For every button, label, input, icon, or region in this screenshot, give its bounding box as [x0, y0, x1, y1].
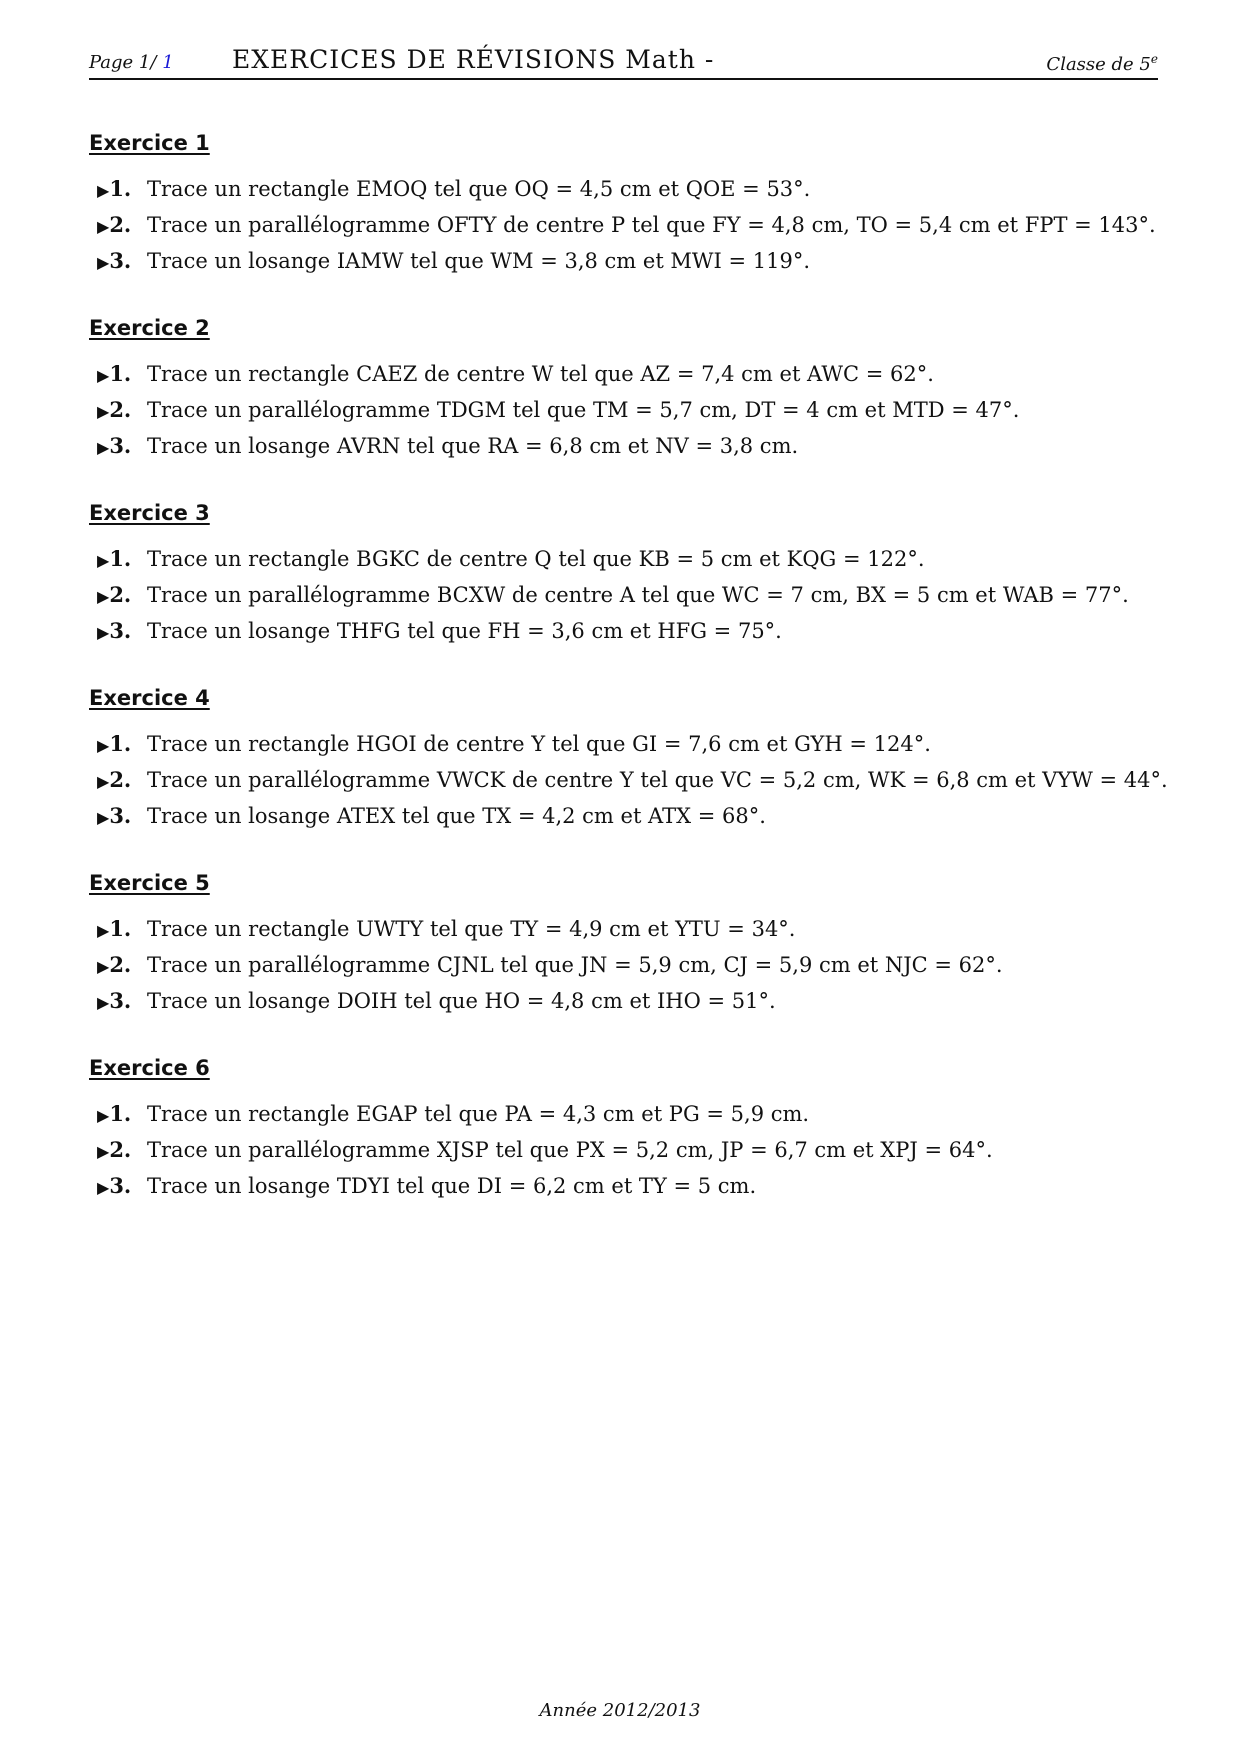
item-marker: [89, 911, 147, 949]
item-marker: [89, 428, 147, 466]
exercise-6: [89, 1053, 1189, 1204]
item-number: 2.: [109, 952, 132, 977]
exercise-title: Exercice 4: [89, 686, 210, 710]
exercise-item: [89, 1096, 1189, 1132]
item-marker: [89, 762, 147, 800]
exercise-item: [89, 911, 1189, 947]
item-marker: [89, 1168, 147, 1206]
document-title: EXERCICES DE RÉVISIONS Math -: [232, 45, 715, 74]
exercise-2: [89, 313, 1189, 464]
exercise-item: [89, 1168, 1189, 1204]
exercise-title: Exercice 3: [89, 501, 210, 525]
item-number: 3.: [109, 618, 132, 643]
triangle-bullet-icon: ▶: [97, 438, 110, 457]
item-number: 2.: [109, 397, 132, 422]
item-marker: [89, 541, 147, 579]
exercise-item: [89, 207, 1189, 243]
item-number: 3.: [109, 1173, 132, 1198]
item-text: Trace un parallélogramme XJSP tel que PX = 5,2 cm, JP = 6,7 cm et XPJ = 64°.: [147, 1138, 993, 1162]
exercise-item: [89, 392, 1189, 428]
exercise-item: [89, 613, 1189, 649]
item-text: Trace un losange DOIH tel que HO = 4,8 cm et IHO = 51°.: [147, 989, 776, 1013]
triangle-bullet-icon: ▶: [97, 921, 110, 940]
item-number: 1.: [109, 361, 132, 386]
item-text: Trace un rectangle UWTY tel que TY = 4,9 cm et YTU = 34°.: [147, 917, 796, 941]
triangle-bullet-icon: ▶: [97, 181, 110, 200]
exercise-item: [89, 356, 1189, 392]
item-marker: [89, 577, 147, 615]
exercise-title: Exercice 5: [89, 871, 210, 895]
item-marker: [89, 243, 147, 281]
exercise-item: [89, 243, 1189, 279]
exercise-4: [89, 683, 1189, 834]
item-number: 2.: [109, 582, 132, 607]
item-number: 2.: [109, 767, 132, 792]
item-text: Trace un losange AVRN tel que RA = 6,8 cm et NV = 3,8 cm.: [147, 434, 799, 458]
class-label-text: Classe de 5: [1046, 54, 1151, 75]
exercise-title: Exercice 1: [89, 131, 210, 155]
item-number: 1.: [109, 546, 132, 571]
item-number: 1.: [109, 916, 132, 941]
exercise-5: [89, 868, 1189, 1019]
triangle-bullet-icon: ▶: [97, 993, 110, 1012]
page-total-link[interactable]: 1: [162, 52, 174, 73]
item-number: 3.: [109, 803, 132, 828]
item-marker: [89, 207, 147, 245]
triangle-bullet-icon: ▶: [97, 551, 110, 570]
triangle-bullet-icon: ▶: [97, 1178, 110, 1197]
item-number: 1.: [109, 176, 132, 201]
item-text: Trace un losange THFG tel que FH = 3,6 cm et HFG = 75°.: [147, 619, 782, 643]
page-footer: Année 2012/2013: [539, 1700, 701, 1721]
triangle-bullet-icon: ▶: [97, 808, 110, 827]
triangle-bullet-icon: ▶: [97, 772, 110, 791]
item-text: Trace un losange TDYI tel que DI = 6,2 cm et TY = 5 cm.: [147, 1174, 757, 1198]
triangle-bullet-icon: ▶: [97, 957, 110, 976]
item-text: Trace un parallélogramme CJNL tel que JN = 5,9 cm, CJ = 5,9 cm et NJC = 62°.: [147, 953, 1003, 977]
item-marker: [89, 171, 147, 209]
class-label-sup: e: [1150, 52, 1158, 66]
item-text: Trace un rectangle HGOI de centre Y tel que GI = 7,6 cm et GYH = 124°.: [147, 732, 931, 756]
exercise-item: [89, 577, 1189, 613]
exercise-item: [89, 947, 1189, 983]
exercise-title: Exercice 2: [89, 316, 210, 340]
item-marker: [89, 1132, 147, 1170]
triangle-bullet-icon: ▶: [97, 402, 110, 421]
triangle-bullet-icon: ▶: [97, 366, 110, 385]
item-text: Trace un parallélogramme VWCK de centre Y tel que VC = 5,2 cm, WK = 6,8 cm et VYW = 44°.: [147, 768, 1168, 792]
item-text: Trace un parallélogramme BCXW de centre A tel que WC = 7 cm, BX = 5 cm et WAB = 77°.: [147, 583, 1129, 607]
page-header: [89, 38, 1158, 80]
triangle-bullet-icon: ▶: [97, 253, 110, 272]
page-label: Page 1/: [89, 52, 157, 73]
item-text: Trace un rectangle EGAP tel que PA = 4,3 cm et PG = 5,9 cm.: [147, 1102, 810, 1126]
triangle-bullet-icon: ▶: [97, 623, 110, 642]
item-marker: [89, 947, 147, 985]
item-number: 3.: [109, 988, 132, 1013]
exercise-1: [89, 128, 1189, 279]
item-text: Trace un losange IAMW tel que WM = 3,8 cm et MWI = 119°.: [147, 249, 811, 273]
triangle-bullet-icon: ▶: [97, 1106, 110, 1125]
item-text: Trace un rectangle BGKC de centre Q tel que KB = 5 cm et KQG = 122°.: [147, 547, 925, 571]
item-marker: [89, 613, 147, 651]
item-marker: [89, 1096, 147, 1134]
exercise-item: [89, 798, 1189, 834]
page-indicator: [89, 52, 174, 73]
triangle-bullet-icon: ▶: [97, 587, 110, 606]
item-number: 1.: [109, 1101, 132, 1126]
class-label: [1046, 52, 1158, 75]
item-number: 3.: [109, 248, 132, 273]
triangle-bullet-icon: ▶: [97, 1142, 110, 1161]
exercise-item: [89, 1132, 1189, 1168]
exercise-title: Exercice 6: [89, 1056, 210, 1080]
item-marker: [89, 798, 147, 836]
item-number: 2.: [109, 1137, 132, 1162]
item-marker: [89, 726, 147, 764]
item-number: 3.: [109, 433, 132, 458]
item-text: Trace un parallélogramme OFTY de centre P tel que FY = 4,8 cm, TO = 5,4 cm et FPT = 143°.: [147, 213, 1156, 237]
exercise-item: [89, 983, 1189, 1019]
item-number: 2.: [109, 212, 132, 237]
item-text: Trace un losange ATEX tel que TX = 4,2 cm et ATX = 68°.: [147, 804, 766, 828]
item-text: Trace un rectangle CAEZ de centre W tel que AZ = 7,4 cm et AWC = 62°.: [147, 362, 934, 386]
exercise-item: [89, 726, 1189, 762]
exercise-3: [89, 498, 1189, 649]
item-text: Trace un rectangle EMOQ tel que OQ = 4,5 cm et QOE = 53°.: [147, 177, 811, 201]
triangle-bullet-icon: ▶: [97, 736, 110, 755]
item-number: 1.: [109, 731, 132, 756]
triangle-bullet-icon: ▶: [97, 217, 110, 236]
exercise-list: [89, 128, 1189, 1238]
item-text: Trace un parallélogramme TDGM tel que TM = 5,7 cm, DT = 4 cm et MTD = 47°.: [147, 398, 1020, 422]
exercise-item: [89, 762, 1189, 798]
exercise-item: [89, 428, 1189, 464]
exercise-item: [89, 541, 1189, 577]
item-marker: [89, 356, 147, 394]
item-marker: [89, 983, 147, 1021]
exercise-item: [89, 171, 1189, 207]
item-marker: [89, 392, 147, 430]
